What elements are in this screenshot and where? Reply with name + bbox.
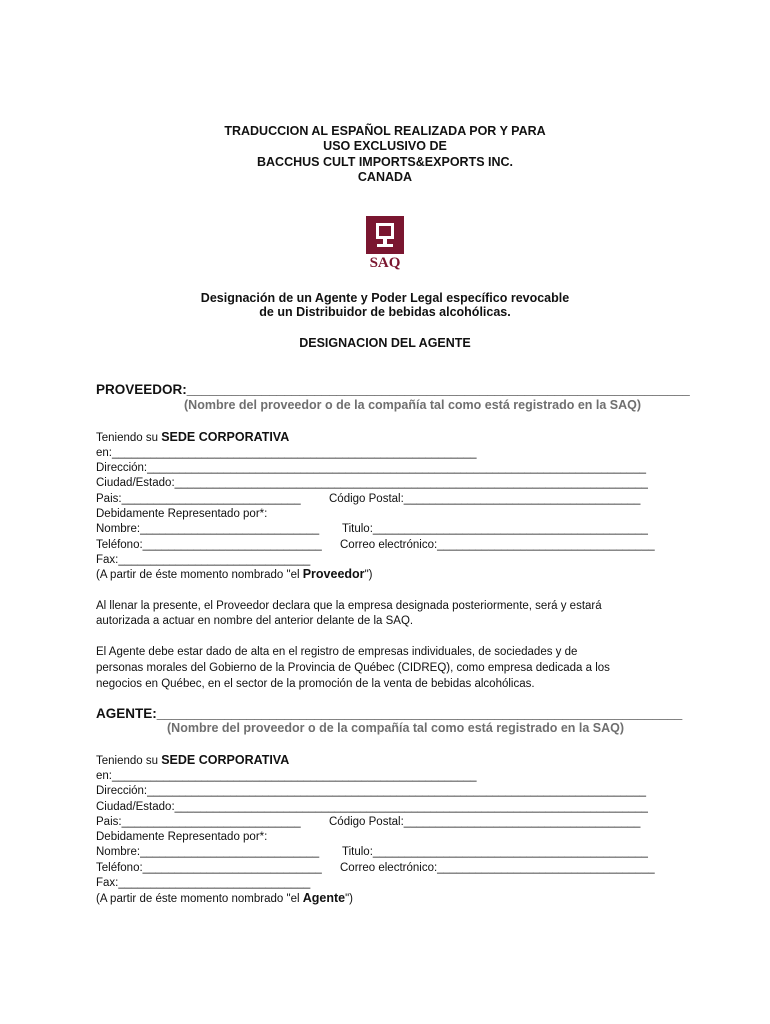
proveedor-fax-field[interactable]: Fax:______________________________ bbox=[96, 554, 311, 566]
agente-hint: (Nombre del proveedor o de la compañía tal como está registrado en la SAQ) bbox=[167, 721, 625, 735]
agente-sede bbox=[96, 753, 289, 769]
nombrado-suffix: ") bbox=[345, 893, 354, 905]
proveedor-nombre-field[interactable]: Nombre:____________________________ bbox=[96, 523, 320, 535]
nombrado-suffix: ") bbox=[364, 569, 373, 581]
agente-representado: Debidamente Representado por*: bbox=[96, 831, 268, 843]
agente-fax-field[interactable]: Fax:______________________________ bbox=[96, 877, 311, 889]
proveedor-nombrado bbox=[96, 567, 372, 583]
header-line-4: CANADA bbox=[357, 170, 413, 184]
doc-heading: DESIGNACION DEL AGENTE bbox=[299, 336, 471, 350]
proveedor-representado: Debidamente Representado por*: bbox=[96, 508, 268, 520]
sede-prefix: Teniendo su bbox=[96, 432, 162, 444]
proveedor-field[interactable]: PROVEEDOR:___________________________________________________________________ bbox=[96, 382, 690, 397]
agente-titulo-field[interactable]: Titulo:___________________________________________ bbox=[342, 846, 648, 858]
proveedor-hint: (Nombre del proveedor o de la compañía tal como está registrado en la SAQ) bbox=[184, 398, 642, 412]
agente-field[interactable]: AGENTE:______________________________________________________________________ bbox=[96, 706, 683, 721]
paragraph-1-line-1: Al llenar la presente, el Proveedor declara que la empresa designada posteriormente, será y estará bbox=[96, 600, 602, 612]
proveedor-telefono-field[interactable]: Teléfono:____________________________ bbox=[96, 539, 322, 551]
agente-en-field[interactable]: en:_________________________________________________________ bbox=[96, 770, 477, 782]
nombrado-prefix: (A partir de éste momento nombrado "el bbox=[96, 569, 303, 581]
paragraph-2-line-3: negocios en Québec, en el sector de la promoción de la venta de bebidas alcohólicas. bbox=[96, 678, 535, 690]
nombrado-prefix: (A partir de éste momento nombrado "el bbox=[96, 893, 303, 905]
sede-prefix: Teniendo su bbox=[96, 755, 162, 767]
agente-telefono-field[interactable]: Teléfono:____________________________ bbox=[96, 862, 322, 874]
paragraph-2-line-2: personas morales del Gobierno de la Provincia de Québec (CIDREQ), como empresa dedicada a los bbox=[96, 662, 610, 674]
paragraph-1-line-2: autorizada a actuar en nombre del anterior delante de la SAQ. bbox=[96, 615, 414, 627]
proveedor-titulo-field[interactable]: Titulo:___________________________________________ bbox=[342, 523, 648, 535]
sede-bold: SEDE CORPORATIVA bbox=[161, 753, 290, 767]
proveedor-codigo-postal-field[interactable]: Código Postal:_____________________________________ bbox=[329, 493, 641, 505]
agente-pais-field[interactable]: Pais:____________________________ bbox=[96, 816, 301, 828]
proveedor-sede bbox=[96, 430, 289, 446]
saq-logo-text: SAQ bbox=[369, 255, 401, 271]
saq-logo-icon bbox=[366, 216, 404, 272]
proveedor-ciudad-field[interactable]: Ciudad/Estado:__________________________________________________________________________ bbox=[96, 477, 648, 489]
nombrado-bold: Proveedor bbox=[302, 567, 365, 581]
agente-nombre-field[interactable]: Nombre:____________________________ bbox=[96, 846, 320, 858]
agente-codigo-postal-field[interactable]: Código Postal:_____________________________________ bbox=[329, 816, 641, 828]
sede-bold: SEDE CORPORATIVA bbox=[161, 430, 290, 444]
agente-direccion-field[interactable]: Dirección:______________________________________________________________________________ bbox=[96, 785, 646, 797]
header-line-1: TRADUCCION AL ESPAÑOL REALIZADA POR Y PARA bbox=[224, 124, 546, 138]
header-line-3: BACCHUS CULT IMPORTS&EXPORTS INC. bbox=[256, 155, 514, 169]
proveedor-pais-field[interactable]: Pais:____________________________ bbox=[96, 493, 301, 505]
agente-nombrado bbox=[96, 891, 353, 907]
doc-title-line-2: de un Distribuidor de bebidas alcohólicas. bbox=[259, 305, 511, 319]
proveedor-correo-field[interactable]: Correo electrónico:__________________________________ bbox=[340, 539, 655, 551]
agente-correo-field[interactable]: Correo electrónico:__________________________________ bbox=[340, 862, 655, 874]
paragraph-2-line-1: El Agente debe estar dado de alta en el registro de empresas individuales, de sociedades y de bbox=[96, 646, 578, 658]
header-line-2: USO EXCLUSIVO DE bbox=[323, 139, 447, 153]
proveedor-en-field[interactable]: en:_________________________________________________________ bbox=[96, 447, 477, 459]
proveedor-direccion-field[interactable]: Dirección:______________________________________________________________________________ bbox=[96, 462, 646, 474]
doc-title-line-1: Designación de un Agente y Poder Legal específico revocable bbox=[200, 291, 570, 305]
agente-ciudad-field[interactable]: Ciudad/Estado:__________________________________________________________________________ bbox=[96, 801, 648, 813]
nombrado-bold: Agente bbox=[302, 891, 346, 905]
